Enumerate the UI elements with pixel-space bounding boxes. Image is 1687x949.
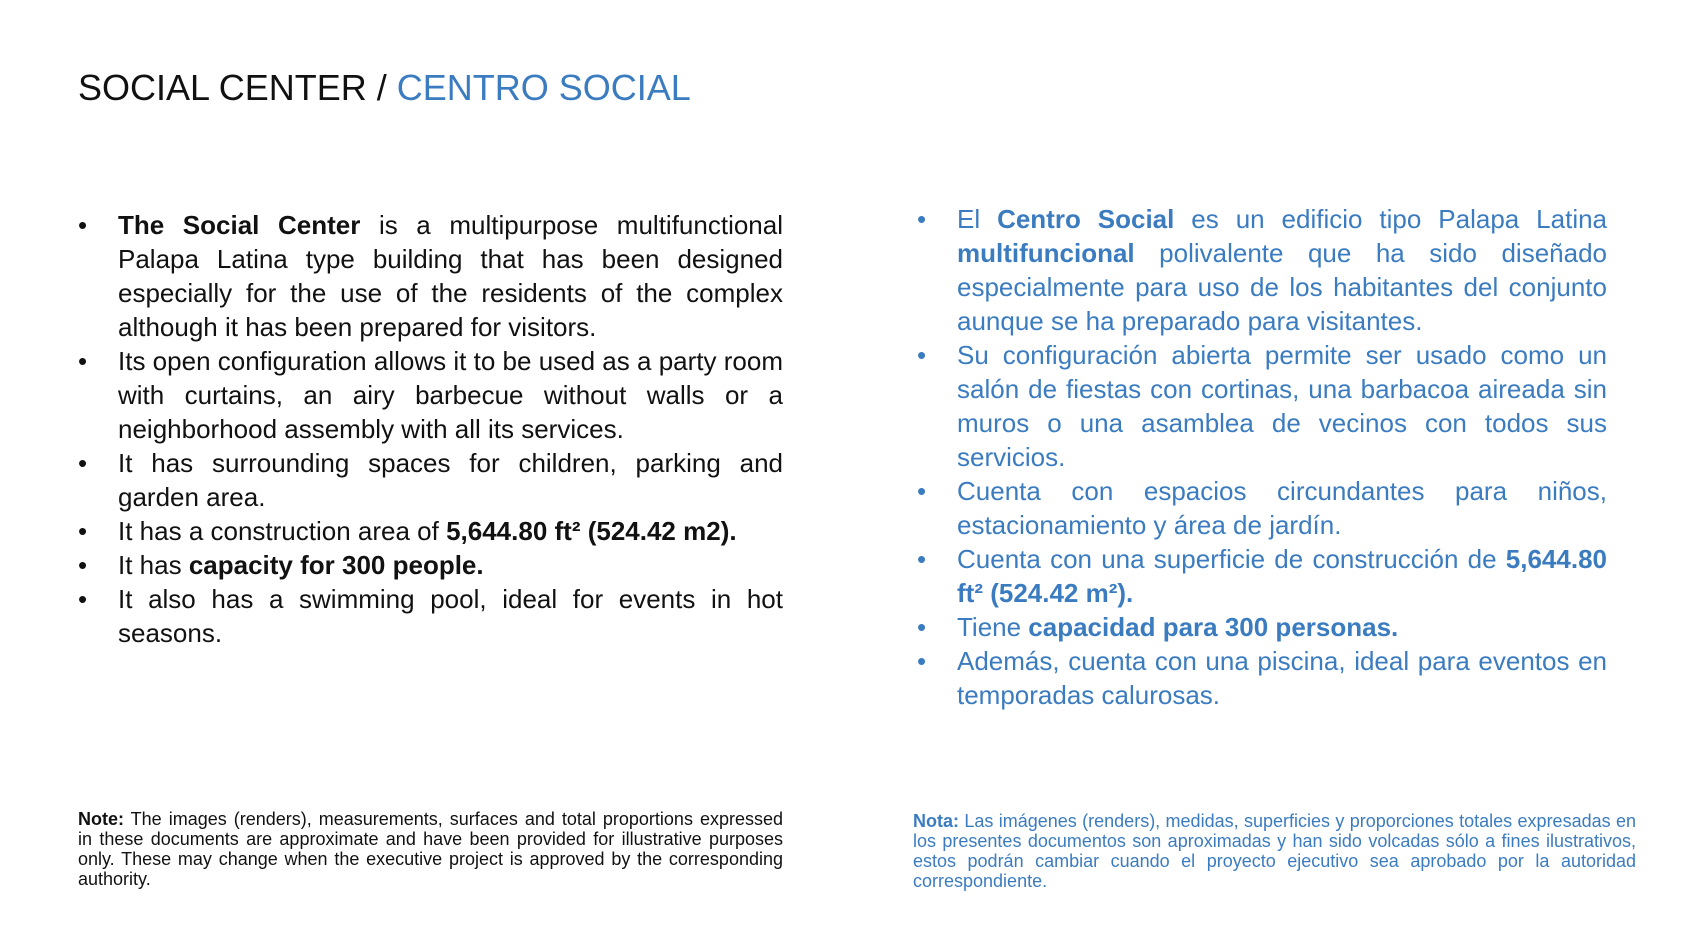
bullet-icon: •	[78, 346, 88, 376]
bullet-icon: •	[917, 612, 927, 642]
list-item	[917, 474, 1607, 542]
list-item	[78, 344, 783, 446]
item-bold: capacidad para 300 personas.	[1028, 612, 1399, 642]
list-item	[78, 446, 783, 514]
bullet-icon: •	[78, 550, 88, 580]
list-item	[78, 548, 783, 582]
item-bold: 5,644.80 ft² (524.42 m2).	[446, 516, 737, 546]
spanish-bullet-list	[917, 202, 1607, 712]
item-text: is a multipurpose multifunctional Palapa Latina type building that has been designed especially for the use of the residents of the complex although it has been prepared for visitors.	[118, 210, 783, 342]
item-text: Además, cuenta con una piscina, ideal para eventos en temporadas calurosas.	[957, 646, 1607, 710]
note-label: Note:	[78, 809, 124, 829]
item-text: Its open configuration allows it to be used as a party room with curtains, an airy barbecue without walls or a neighborhood assembly with all its services.	[118, 346, 783, 444]
list-item	[78, 582, 783, 650]
bullet-icon: •	[78, 448, 88, 478]
bullet-icon: •	[78, 584, 88, 614]
note-label: Nota:	[913, 811, 959, 831]
item-text: It has	[118, 550, 189, 580]
item-text: El	[957, 204, 998, 234]
item-text: It also has a swimming pool, ideal for events in hot seasons.	[118, 584, 783, 648]
item-bold: capacity for 300 people.	[188, 550, 484, 580]
spanish-disclaimer-note	[913, 811, 1636, 891]
item-text: polivalente que ha sido diseñado especialmente para uso de los habitantes del conjunto aunque se ha preparado para visitantes.	[957, 238, 1607, 336]
item-bold: multifuncional	[957, 238, 1135, 268]
bullet-icon: •	[917, 340, 927, 370]
list-item	[78, 208, 783, 344]
item-text: Su configuración abierta permite ser usado como un salón de fiestas con cortinas, una barbacoa aireada sin muros o una asamblea de vecinos con todos sus servicios.	[957, 340, 1607, 472]
bullet-icon: •	[917, 544, 927, 574]
item-text: Tiene	[957, 612, 1029, 642]
bullet-icon: •	[78, 210, 88, 240]
item-bold: 5,644.80 ft² (524.42 m²).	[957, 544, 1607, 608]
title-spanish: CENTRO SOCIAL	[396, 67, 691, 108]
list-item	[917, 338, 1607, 474]
item-bold: The Social Center	[118, 210, 361, 240]
list-item	[917, 610, 1607, 644]
item-text: Cuenta con espacios circundantes para niños, estacionamiento y área de jardín.	[957, 476, 1607, 540]
bullet-icon: •	[917, 204, 927, 234]
page-title	[78, 66, 691, 110]
title-english: SOCIAL CENTER /	[78, 67, 397, 108]
item-text: It has a construction area of	[118, 516, 447, 546]
note-text: Las imágenes (renders), medidas, superficies y proporciones totales expresadas en los presentes documentos son aproximadas y han sido volcadas sólo a fines ilustrativos, estos podrán cambiar cuando el proyecto ejecutivo sea aprobado por la autoridad correspondiente.	[913, 811, 1636, 891]
item-bold: Centro Social	[997, 204, 1175, 234]
list-item	[917, 542, 1607, 610]
list-item	[917, 202, 1607, 338]
bullet-icon: •	[917, 476, 927, 506]
note-text: The images (renders), measurements, surfaces and total proportions expressed in these documents are approximate and have been provided for illustrative purposes only. These may change when the executive project is approved by the corresponding authority.	[78, 809, 783, 889]
list-item	[78, 514, 783, 548]
bullet-icon: •	[917, 646, 927, 676]
item-text: es un edificio tipo Palapa Latina	[1174, 204, 1608, 234]
bullet-icon: •	[78, 516, 88, 546]
english-disclaimer-note	[78, 809, 783, 889]
list-item	[917, 644, 1607, 712]
item-text: Cuenta con una superficie de construcción de	[957, 544, 1506, 574]
item-text: It has surrounding spaces for children, parking and garden area.	[118, 448, 783, 512]
english-bullet-list	[78, 208, 783, 650]
